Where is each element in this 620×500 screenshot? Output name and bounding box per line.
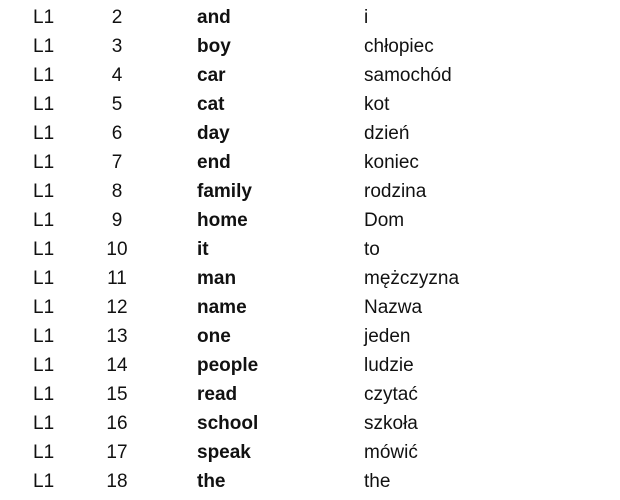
table-row [0,235,620,264]
number-cell: 18 [106,471,128,492]
level-cell: L1 [33,471,55,492]
polish-word-cell: mówić [364,442,418,463]
number-cell: 14 [106,355,128,376]
polish-word-cell: kot [364,94,390,115]
table-row [0,32,620,61]
english-word-cell: home [197,210,248,231]
table-row [0,61,620,90]
table-row [0,90,620,119]
level-cell: L1 [33,239,55,260]
level-cell: L1 [33,210,55,231]
number-cell: 13 [106,326,128,347]
number-cell: 12 [106,297,128,318]
english-word-cell: people [197,355,259,376]
number-cell: 17 [106,442,128,463]
english-word-cell: end [197,152,231,173]
number-cell: 8 [111,181,123,202]
number-cell: 4 [111,65,123,86]
polish-word-cell: mężczyzna [364,268,460,289]
number-cell: 2 [111,7,123,28]
english-word-cell: read [197,384,238,405]
polish-word-cell: Nazwa [364,297,423,318]
number-cell: 3 [111,36,123,57]
english-word-cell: day [197,123,230,144]
level-cell: L1 [33,65,55,86]
table-row [0,351,620,380]
table-row [0,177,620,206]
number-cell: 16 [106,413,128,434]
level-cell: L1 [33,268,55,289]
level-cell: L1 [33,355,55,376]
table-row [0,148,620,177]
polish-word-cell: i [364,7,369,28]
level-cell: L1 [33,326,55,347]
english-word-cell: it [197,239,209,260]
number-cell: 9 [111,210,123,231]
level-cell: L1 [33,413,55,434]
table-row [0,438,620,467]
number-cell: 7 [111,152,123,173]
polish-word-cell: szkoła [364,413,418,434]
level-cell: L1 [33,94,55,115]
number-cell: 11 [107,268,127,289]
level-cell: L1 [33,384,55,405]
vocabulary-table [0,3,620,496]
table-row [0,293,620,322]
polish-word-cell: koniec [364,152,419,173]
number-cell: 6 [111,123,123,144]
level-cell: L1 [33,442,55,463]
level-cell: L1 [33,297,55,318]
polish-word-cell: czytać [364,384,418,405]
english-word-cell: car [197,65,226,86]
english-word-cell: man [197,268,237,289]
polish-word-cell: Dom [364,210,405,231]
level-cell: L1 [33,7,55,28]
level-cell: L1 [33,123,55,144]
number-cell: 10 [106,239,128,260]
level-cell: L1 [33,152,55,173]
english-word-cell: family [197,181,252,202]
table-row [0,322,620,351]
table-row [0,119,620,148]
table-row [0,206,620,235]
polish-word-cell: jeden [364,326,411,347]
english-word-cell: one [197,326,231,347]
table-row [0,264,620,293]
level-cell: L1 [33,36,55,57]
english-word-cell: cat [197,94,225,115]
table-row [0,380,620,409]
polish-word-cell: chłopiec [364,36,434,57]
english-word-cell: name [197,297,247,318]
english-word-cell: and [197,7,231,28]
polish-word-cell: samochód [364,65,452,86]
table-row [0,409,620,438]
english-word-cell: boy [197,36,231,57]
english-word-cell: school [197,413,259,434]
table-row [0,467,620,496]
number-cell: 5 [111,94,123,115]
polish-word-cell: dzień [364,123,410,144]
polish-word-cell: to [364,239,380,260]
polish-word-cell: rodzina [364,181,427,202]
polish-word-cell: ludzie [364,355,414,376]
table-row [0,3,620,32]
english-word-cell: speak [197,442,251,463]
level-cell: L1 [33,181,55,202]
number-cell: 15 [106,384,128,405]
polish-word-cell: the [364,471,391,492]
english-word-cell: the [197,471,226,492]
